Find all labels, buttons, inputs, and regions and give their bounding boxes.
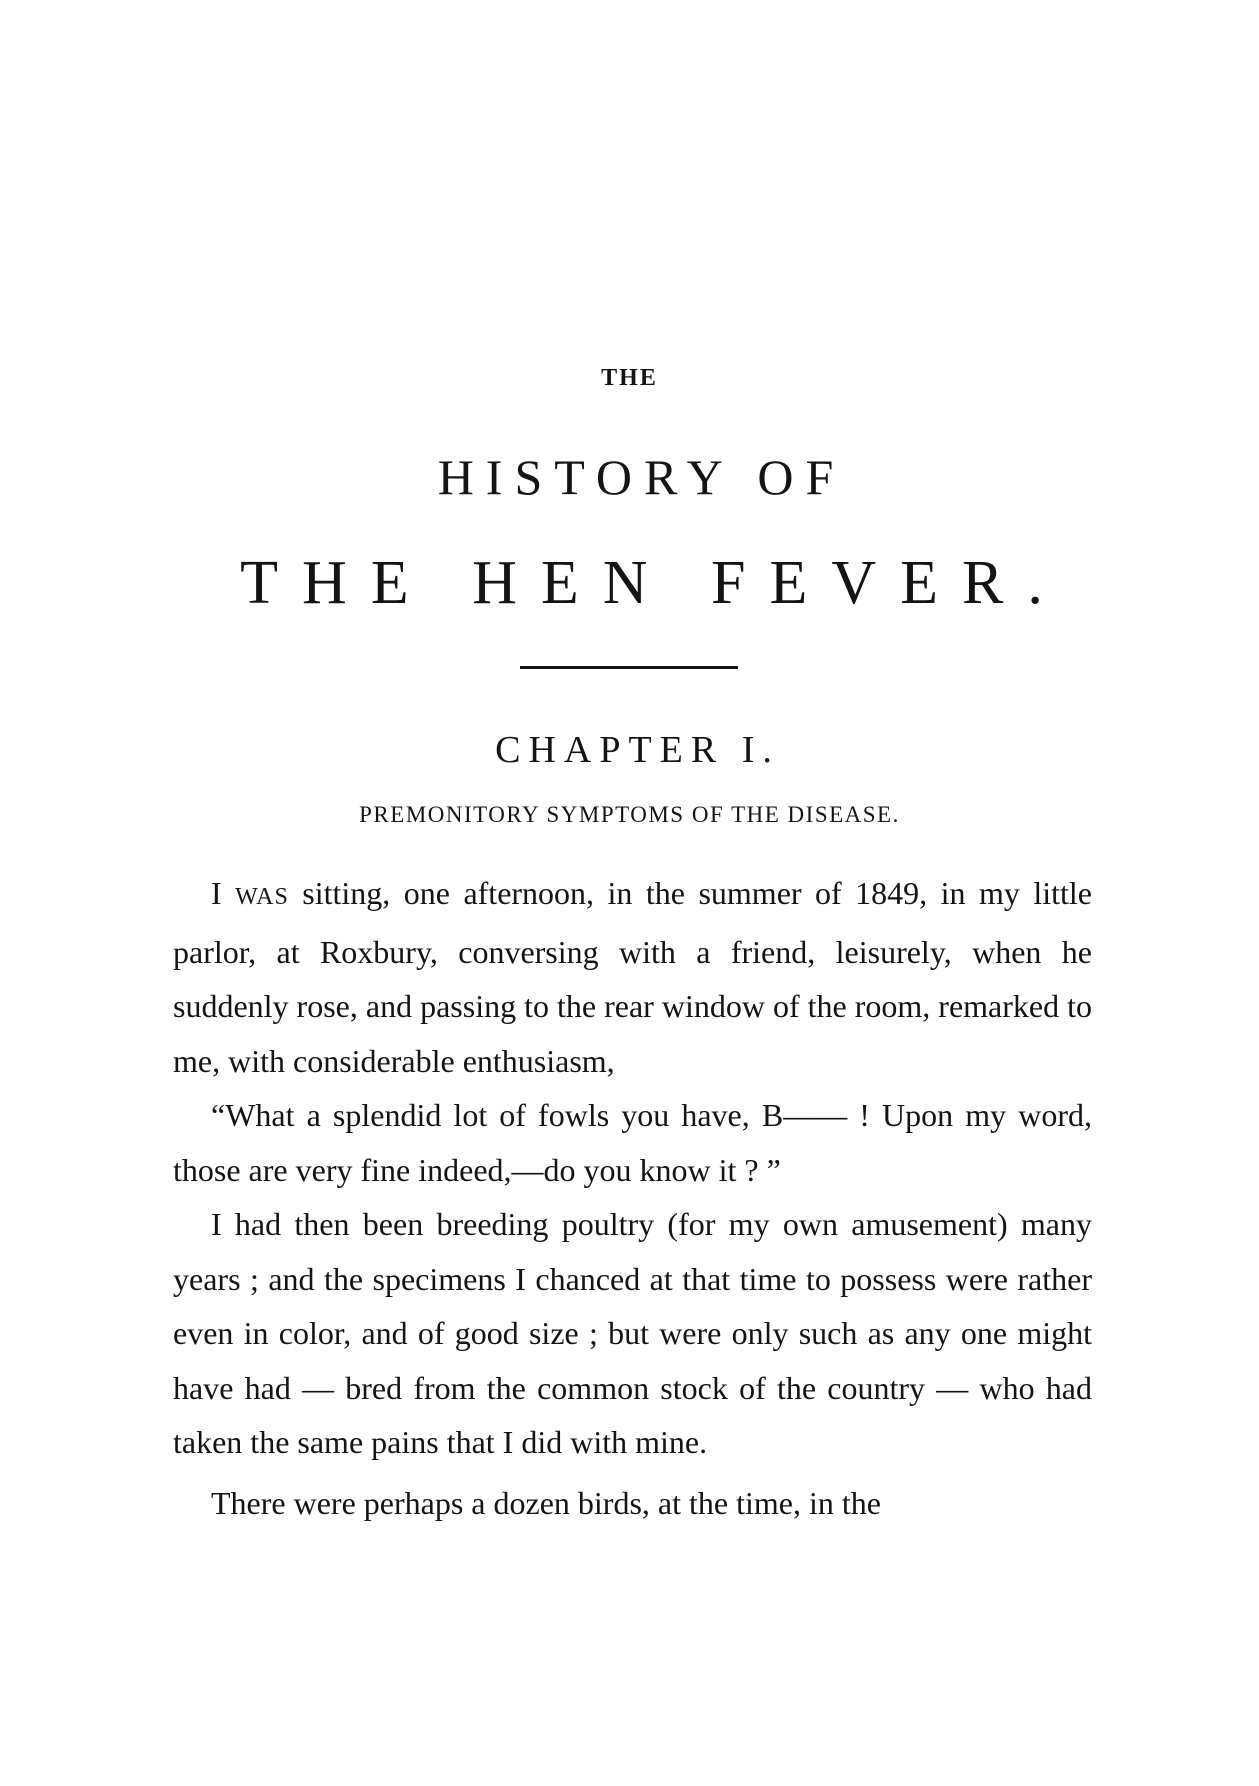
title-prefix: THE [601,365,658,391]
chapter-subtitle: PREMONITORY SYMPTOMS OF THE DISEASE. [359,802,900,827]
paragraph-3: I had then been breeding poultry (for my own amusement) many years ; and the specimens I chanced at that time to possess were rather even in color, and of good size ; but were only such as any one might have had — bred from the common stock of the country — who had taken the same pains that I did with mine. [173,1206,1092,1460]
paragraph-2: “What a splendid lot of fowls you have, B—— ! Upon my word, those are very fine indeed,—do you know it ? ” [173,1097,1092,1188]
title-line-2: THE HEN FEVER. [240,549,1067,617]
title-line-1: HISTORY OF [437,449,846,505]
title-divider [520,666,738,669]
chapter-heading: CHAPTER I. [495,729,780,771]
paragraph-1-first-word: I [211,875,236,911]
paragraph-1-small-caps: WAS [235,884,289,910]
body-text [173,866,1092,1530]
paragraph-1 [173,866,1092,1088]
paragraph-1-rest: sitting, one afternoon, in the summer of 1849, in my little parlor, at Roxbury, conversing with a friend, leisurely, when he suddenly rose, and passing to the rear window of the room, remarked to me, with considerable enthusiasm, [173,875,1093,1079]
paragraph-4: There were perhaps a dozen birds, at the time, in the [211,1484,881,1521]
